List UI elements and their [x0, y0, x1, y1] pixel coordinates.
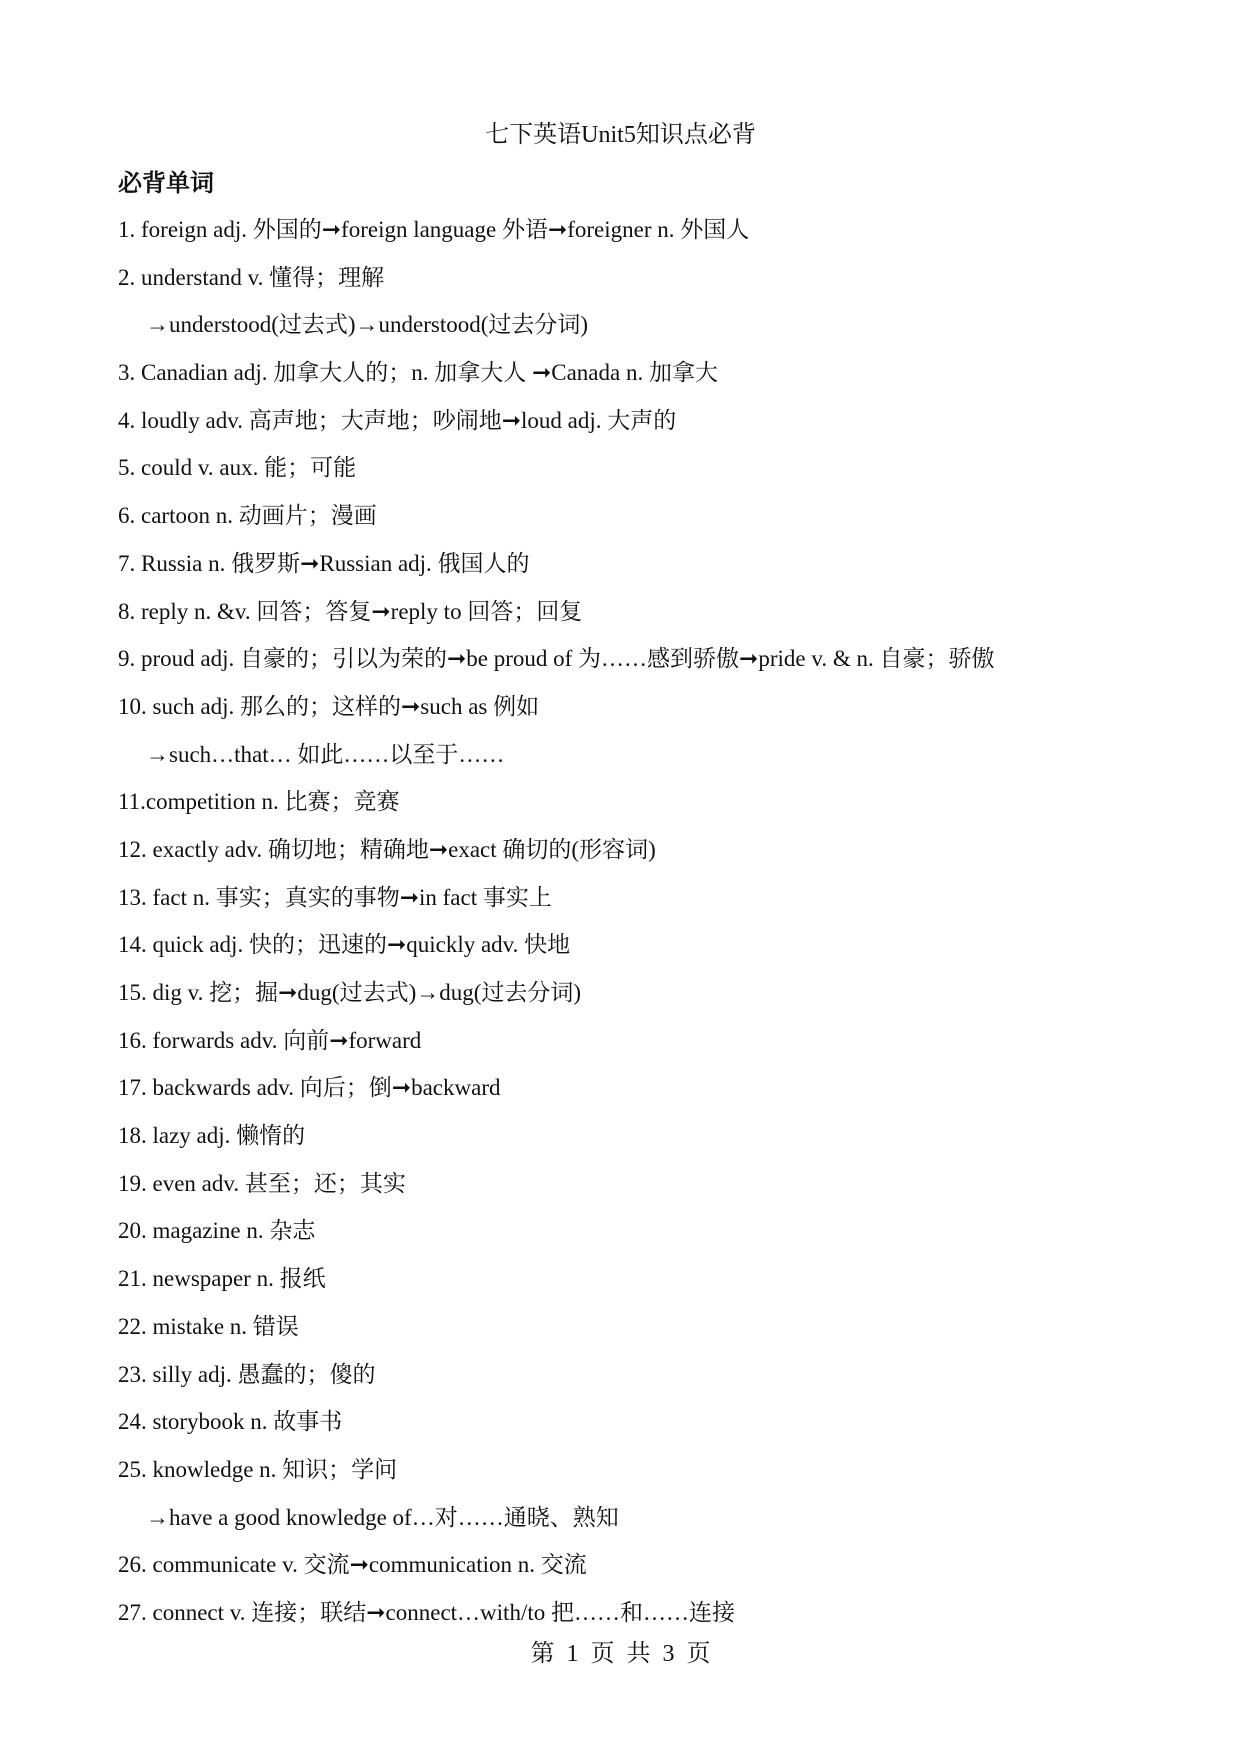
vocabulary-text: 7. Russia n. 俄罗斯➞Russian adj. 俄国人的	[118, 550, 530, 576]
vocabulary-entry	[118, 1167, 1128, 1215]
vocabulary-entry	[118, 213, 1128, 261]
vocabulary-text: 14. quick adj. 快的；迅速的➞quickly adv. 快地	[118, 932, 571, 958]
vocabulary-entry	[118, 595, 1128, 643]
page-footer: 第 1 页 共 3 页	[530, 1641, 711, 1667]
vocabulary-entry	[118, 928, 1128, 976]
vocabulary-entry	[118, 1358, 1128, 1406]
vocabulary-list	[118, 213, 1128, 1644]
vocabulary-text: →such…that… 如此……以至于……	[146, 741, 505, 767]
vocabulary-text: 21. newspaper n. 报纸	[118, 1266, 326, 1292]
vocabulary-text: →understood(过去式)→understood(过去分词)	[146, 312, 589, 338]
vocabulary-entry	[118, 1310, 1128, 1358]
vocabulary-subline	[118, 1501, 1128, 1549]
vocabulary-text: 22. mistake n. 错误	[118, 1313, 299, 1339]
vocabulary-text: 11.competition n. 比赛；竞赛	[118, 789, 400, 815]
vocabulary-text: 27. connect v. 连接；联结➞connect…with/to 把……和……连接	[118, 1599, 735, 1625]
vocabulary-entry	[118, 833, 1128, 881]
vocabulary-text: 15. dig v. 挖；掘➞dug(过去式)→dug(过去分词)	[118, 980, 582, 1005]
vocabulary-text: 25. knowledge n. 知识；学问	[118, 1456, 398, 1482]
vocabulary-text: 26. communicate v. 交流➞communication n. 交流	[118, 1552, 587, 1578]
vocabulary-entry	[118, 785, 1128, 833]
vocabulary-text: 24. storybook n. 故事书	[118, 1409, 343, 1435]
vocabulary-text: 6. cartoon n. 动画片；漫画	[118, 503, 377, 529]
vocabulary-entry	[118, 642, 1128, 690]
vocabulary-entry	[118, 1071, 1128, 1119]
vocabulary-text: 19. even adv. 甚至；还；其实	[118, 1170, 406, 1196]
vocabulary-text: 16. forwards adv. 向前➞forward	[118, 1027, 422, 1053]
vocabulary-text: 1. foreign adj. 外国的➞foreign language 外语➞foreigner n. 外国人	[118, 217, 750, 242]
vocabulary-entry	[118, 404, 1128, 452]
vocabulary-entry	[118, 451, 1128, 499]
vocabulary-entry	[118, 1453, 1128, 1501]
vocabulary-subline	[118, 308, 1128, 356]
vocabulary-text: 2. understand v. 懂得；理解	[118, 264, 385, 290]
vocabulary-entry	[118, 1405, 1128, 1453]
document-title: 七下英语Unit5知识点必背	[485, 122, 756, 148]
vocabulary-entry	[118, 1214, 1128, 1262]
vocabulary-entry	[118, 356, 1128, 404]
vocabulary-entry	[118, 976, 1128, 1024]
vocabulary-text: 12. exactly adv. 确切地；精确地➞exact 确切的(形容词)	[118, 836, 656, 862]
section-heading: 必背单词	[118, 169, 214, 197]
vocabulary-text: 8. reply n. &v. 回答；答复➞reply to 回答；回复	[118, 598, 583, 624]
vocabulary-text: 20. magazine n. 杂志	[118, 1218, 316, 1244]
vocabulary-entry	[118, 499, 1128, 547]
vocabulary-text: →have a good knowledge of…对……通晓、熟知	[146, 1504, 619, 1530]
vocabulary-entry	[118, 1024, 1128, 1072]
vocabulary-entry	[118, 1119, 1128, 1167]
vocabulary-entry	[118, 1262, 1128, 1310]
vocabulary-entry	[118, 261, 1128, 309]
vocabulary-text: 17. backwards adv. 向后；倒➞backward	[118, 1075, 501, 1101]
vocabulary-text: 9. proud adj. 自豪的；引以为荣的➞be proud of 为……感到骄傲➞pride v. & n. 自豪；骄傲	[118, 646, 995, 672]
vocabulary-entry	[118, 547, 1128, 595]
vocabulary-text: 10. such adj. 那么的；这样的➞such as 例如	[118, 693, 540, 719]
vocabulary-text: 3. Canadian adj. 加拿大人的；n. 加拿大人 ➞Canada n. 加拿大	[118, 360, 718, 386]
vocabulary-subline	[118, 738, 1128, 786]
vocabulary-entry	[118, 690, 1128, 738]
vocabulary-text: 13. fact n. 事实；真实的事物➞in fact 事实上	[118, 884, 552, 910]
vocabulary-entry	[118, 1548, 1128, 1596]
vocabulary-text: 23. silly adj. 愚蠢的；傻的	[118, 1361, 376, 1387]
vocabulary-text: 18. lazy adj. 懒惰的	[118, 1123, 306, 1149]
vocabulary-text: 5. could v. aux. 能；可能	[118, 455, 357, 481]
vocabulary-entry	[118, 881, 1128, 929]
vocabulary-text: 4. loudly adv. 高声地；大声地；吵闹地➞loud adj. 大声的	[118, 407, 677, 433]
